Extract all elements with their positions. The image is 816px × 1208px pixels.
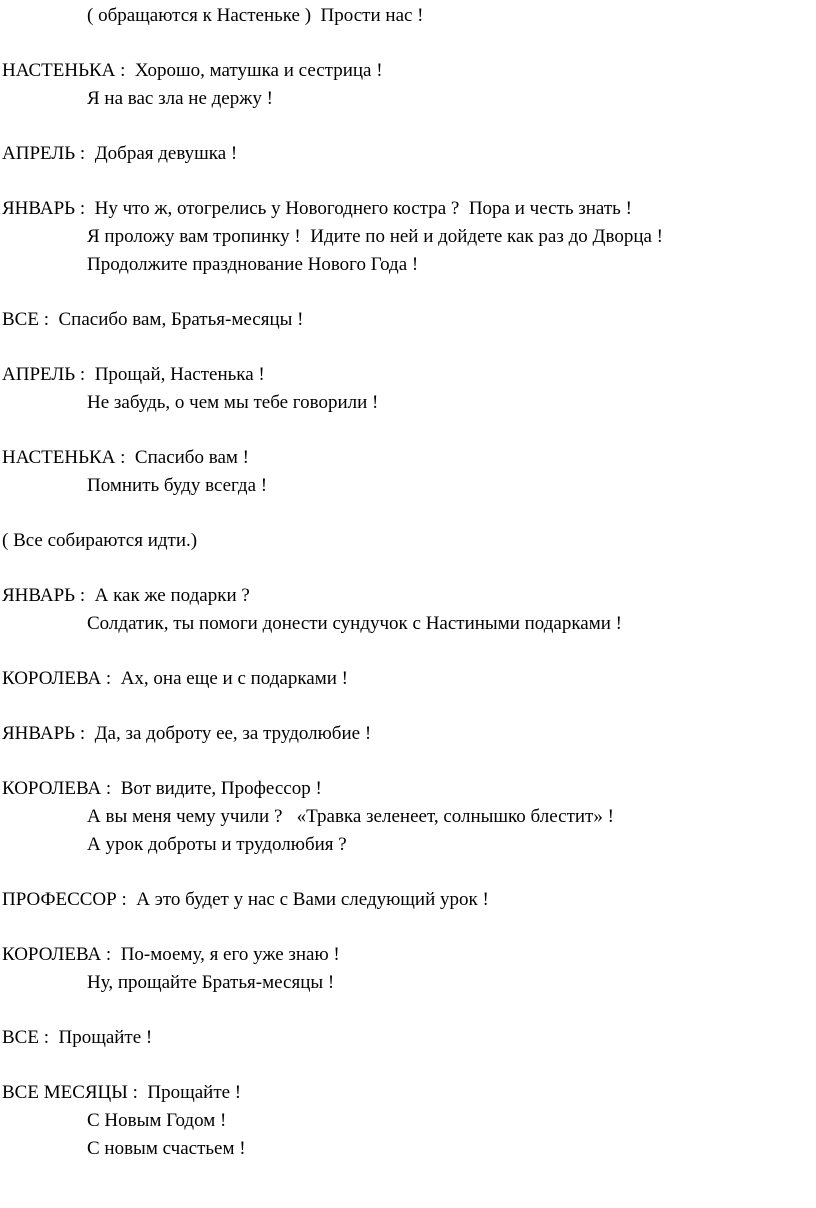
dialogue-line: ЯНВАРЬ : А как же подарки ? [2,585,250,606]
dialogue-line: КОРОЛЕВА : Вот видите, Профессор ! [2,778,322,799]
dialogue-line: ВСЕ МЕСЯЦЫ : Прощайте ! [2,1082,242,1103]
dialogue-continuation: Помнить буду всегда ! [87,475,268,496]
dialogue-continuation: Я на вас зла не держу ! [87,88,273,109]
dialogue-continuation: Продолжите празднование Нового Года ! [87,254,419,275]
dialogue-line: ЯНВАРЬ : Да, за доброту ее, за трудолюбие ! [2,723,372,744]
dialogue-line: КОРОЛЕВА : Ах, она еще и с подарками ! [2,668,348,689]
dialogue-line: АПРЕЛЬ : Добрая девушка ! [2,143,238,164]
dialogue-line: НАСТЕНЬКА : Спасибо вам ! [2,447,249,468]
dialogue-continuation: Ну, прощайте Братья-месяцы ! [87,972,335,993]
dialogue-line: ЯНВАРЬ : Ну что ж, отогрелись у Новогоднего костра ? Пора и честь знать ! [2,198,632,219]
stage-direction: ( Все собираются идти.) [2,530,198,551]
dialogue-continuation: А вы меня чему учили ? «Травка зеленеет, солнышко блестит» ! [87,806,614,827]
dialogue-continuation: Не забудь, о чем мы тебе говорили ! [87,392,379,413]
dialogue-line: ВСЕ : Спасибо вам, Братья-месяцы ! [2,309,304,330]
dialogue-continuation: С новым счастьем ! [87,1138,246,1159]
dialogue-line: НАСТЕНЬКА : Хорошо, матушка и сестрица ! [2,60,383,81]
stage-direction: ( обращаются к Настеньке ) Прости нас ! [87,5,424,26]
dialogue-continuation: Я проложу вам тропинку ! Идите по ней и дойдете как раз до Дворца ! [87,226,663,247]
dialogue-continuation: А урок доброты и трудолюбия ? [87,834,347,855]
dialogue-continuation: С Новым Годом ! [87,1110,227,1131]
dialogue-continuation: Солдатик, ты помоги донести сундучок с Настиными подарками ! [87,613,623,634]
dialogue-line: ПРОФЕССОР : А это будет у нас с Вами следующий урок ! [2,889,489,910]
dialogue-line: ВСЕ : Прощайте ! [2,1027,153,1048]
dialogue-line: КОРОЛЕВА : По-моему, я его уже знаю ! [2,944,340,965]
dialogue-line: АПРЕЛЬ : Прощай, Настенька ! [2,364,265,385]
